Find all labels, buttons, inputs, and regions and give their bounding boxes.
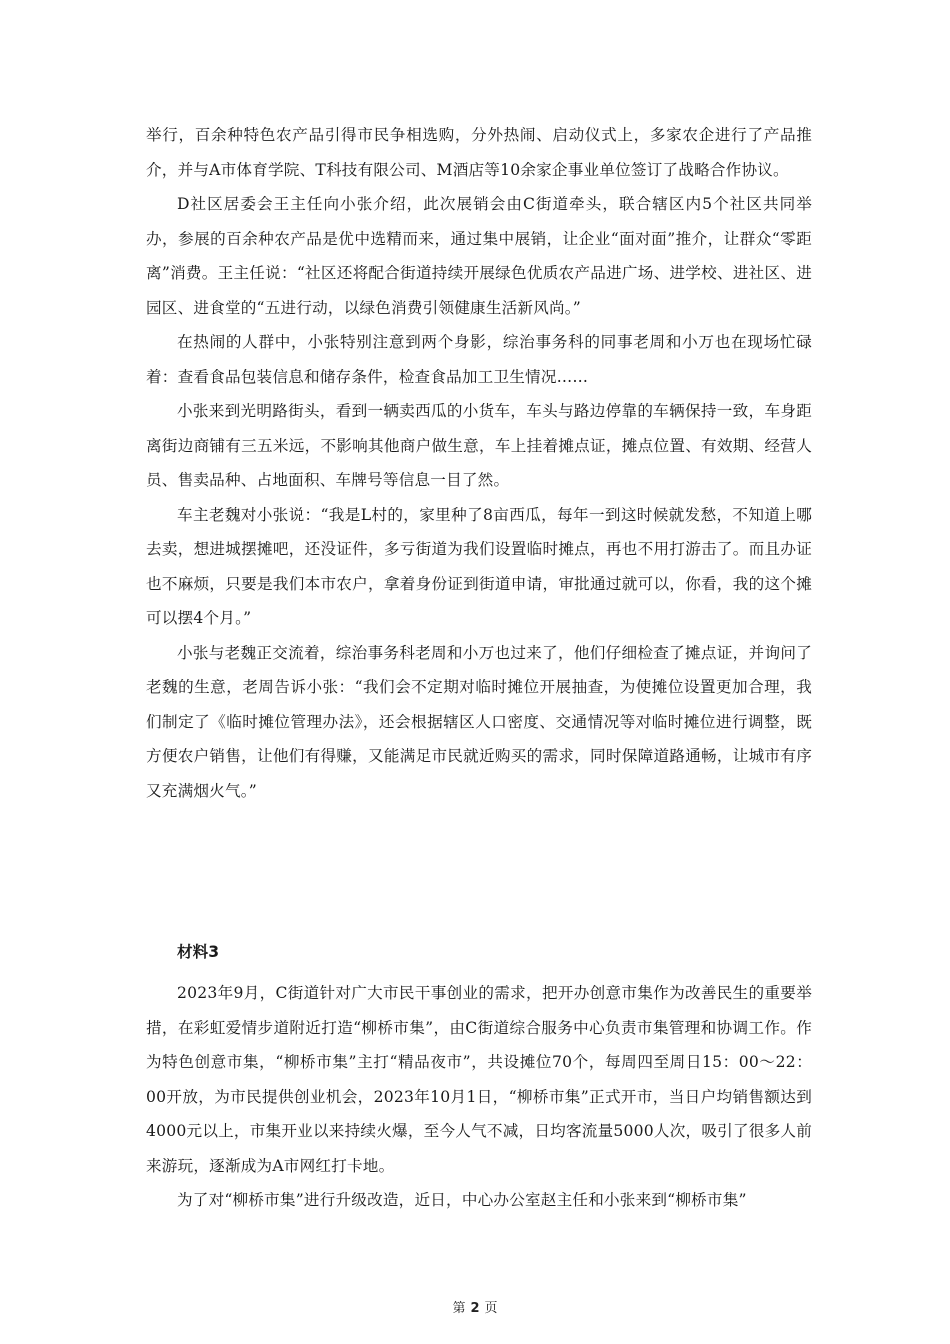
page-number: 2 — [470, 1301, 480, 1316]
paragraph: 为了对“柳桥市集”进行升级改造，近日，中心办公室赵主任和小张来到“柳桥市集” — [177, 1191, 747, 1209]
paragraph: 小张与老魏正交流着，综治事务科老周和小万也过来了，他们仔细检查了摊点证，并询问了老魏的生意，老周告诉小张：“我们会不定期对临时摊位开展抽查，为使摊位设置更加合理，我们制定了《临时摊位管理办法》，还会根据辖区人口密度、交通情况等对临时摊位进行调整，既方便农户销售，让他们有得赚，又能满足市民就近购买的需求，同时保障道路通畅，让城市有序又充满烟火气。” — [146, 643, 812, 800]
paragraph: 车主老魏对小张说：“我是L村的，家里种了8亩西瓜，每年一到这时候就发愁，不知道上哪去卖，想进城摆摊吧，还没证件，多亏街道为我们设置临时摊点，再也不用打游击了。而且办证也不麻烦，只要是我们本市农户，拿着身份证到街道申请，审批通过就可以，你看，我的这个摊可以摆4个月。” — [146, 505, 812, 627]
paragraph: 举行，百余种特色农产品引得市民争相选购，分外热闹、启动仪式上，多家农企进行了产品推介，并与A市体育学院、T科技有限公司、M酒店等10余家企事业单位签订了战略合作协议。 — [146, 126, 812, 179]
footer-prefix: 第 — [452, 1301, 466, 1316]
page-footer — [0, 1297, 950, 1316]
paragraph: D社区居委会王主任向小张介绍，此次展销会由C街道牵头，联合辖区内5个社区共同举办，参展的百余种农产品是优中选精而来，通过集中展销，让企业“面对面”推介，让群众“零距离”消费。王主任说：“社区还将配合街道持续开展绿色优质农产品进广场、进学校、进社区、进园区、进食堂的“五进行动，以绿色消费引领健康生活新风尚。” — [146, 195, 812, 317]
material-3-body — [146, 976, 812, 1218]
paragraph: 小张来到光明路街头，看到一辆卖西瓜的小货车，车头与路边停靠的车辆保持一致，车身距离街边商铺有三五米远，不影响其他商户做生意，车上挂着摊点证，摊点位置、有效期、经营人员、售卖品种、占地面积、车牌号等信息一目了然。 — [146, 402, 812, 489]
paragraph: 2023年9月，C街道针对广大市民干事创业的需求，把开办创意市集作为改善民生的重要举措，在彩虹爱情步道附近打造“柳桥市集”，由C街道综合服务中心负责市集管理和协调工作。作为特色创意市集，“柳桥市集”主打“精品夜市”，共设摊位70个，每周四至周日15：00～22：00开放，为市民提供创业机会，2023年10月1日，“柳桥市集”正式开市，当日户均销售额达到4000元以上，市集开业以来持续火爆，至今人气不减，日均客流量5000人次，吸引了很多人前来游玩，逐渐成为A市网红打卡地。 — [146, 984, 812, 1175]
section-1-body — [146, 118, 812, 808]
paragraph: 在热闹的人群中，小张特别注意到两个身影，综治事务科的同事老周和小万也在现场忙碌着：查看食品包装信息和储存条件，检查食品加工卫生情况…… — [146, 333, 812, 386]
footer-suffix: 页 — [484, 1301, 498, 1316]
material-3-heading: 材料3 — [177, 943, 220, 961]
